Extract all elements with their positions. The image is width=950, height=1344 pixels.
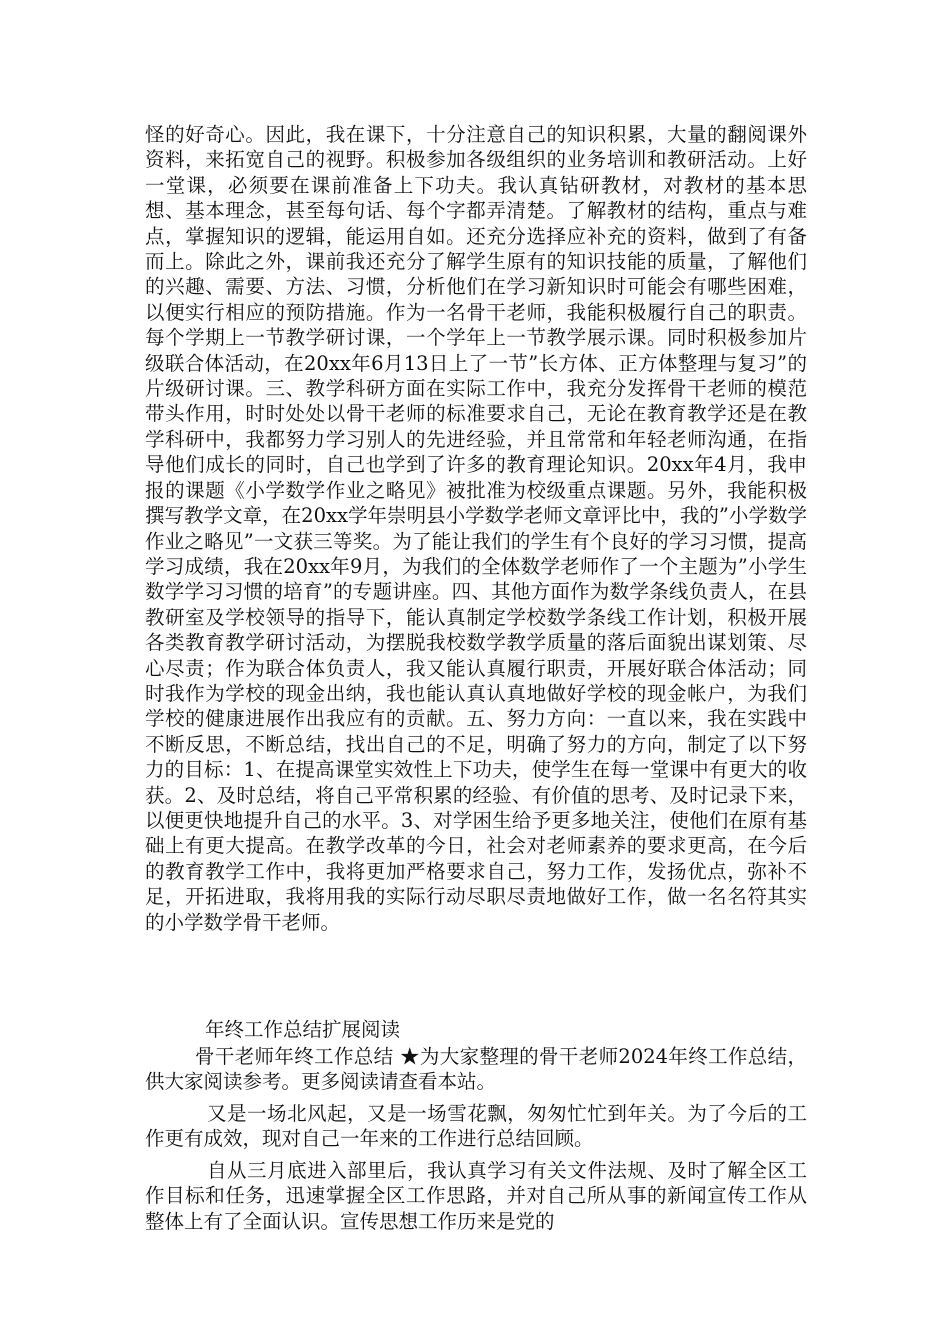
body-paragraph-2: 自从三月底进入部里后，我认真学习有关文件法规、及时了解全区工作目标和任务，迅速掌握全区工作思路，并对自己所从事的新闻宣传工作从整体上有了全面认识。宣传思想工作历来是党的 bbox=[145, 1159, 807, 1233]
section-heading: 年终工作总结扩展阅读 bbox=[205, 1018, 401, 1041]
body-paragraph-main: 怪的好奇心。因此，我在课下，十分注意自己的知识积累，大量的翻阅课外资料，来拓宽自己的视野。积极参加各级组织的业务培训和教研活动。上好一堂课，必须要在课前准备上下功夫。我认真钻研教材，对教材的基本思想、基本理念，甚至每句话、每个字都弄清楚。了解教材的结构，重点与难点，掌握知识的逻辑，能运用自如。还充分选择应补充的资料，做到了有备而上。除此之外，课前我还充分了解学生原有的知识技能的质量，了解他们的兴趣、需要、方法、习惯，分析他们在学习新知识时可能会有哪些困难，以便实行相应的预防措施。作为一名骨干老师，我能积极履行自己的职责。每个学期上一节教学研讨课，一个学年上一节教学展示课。同时积极参加片级联合体活动，在20xx年6月13日上了一节”长方体、正方体整理与复习”的片级研讨课。三、教学科研方面在实际工作中，我充分发挥骨干老师的模范带头作用，时时处处以骨干老师的标准要求自己，无论在教育教学还是在教学科研中，我都努力学习别人的先进经验，并且常常和年轻老师沟通，在指导他们成长的同时，自己也学到了许多的教育理论知识。20xx年4月，我申报的课题《小学数学作业之略见》被批准为校级重点课题。另外，我能积极撰写教学文章，在20xx学年崇明县小学数学老师文章评比中，我的”小学数学作业之略见”一文获三等奖。为了能让我们的学生有个良好的学习习惯，提高学习成绩，我在20xx年9月，为我们的全体数学老师作了一个主题为”小学生数学学习习惯的培育”的专题讲座。四、其他方面作为数学条线负责人，在县教研室及学校领导的指导下，能认真制定学校数学条线工作计划，积极开展各类教育教学研讨活动，为摆脱我校数学教学质量的落后面貌出谋划策、尽心尽责；作为联合体负责人，我又能认真履行职责，开展好联合体活动；同时我作为学校的现金出纳，我也能认真认真地做好学校的现金帐户，为我们学校的健康进展作出我应有的贡献。五、努力方向：一直以来，我在实践中不断反思，不断总结，找出自己的不足，明确了努力的方向，制定了以下努力的目标：1、在提高课堂实效性上下功夫，使学生在每一堂课中有更大的收获。2、及时总结，将自己平常积累的经验、有价值的思考、及时记录下来，以便更快地提升自己的水平。3、对学困生给予更多地关注，使他们在原有基础上有更大提高。在教学改革的今日，社会对老师素养的要求更高，在今后的教育教学工作中，我将更加严格要求自己，努力工作，发扬优点，弥补不足，开拓进取，我将用我的实际行动尽职尽责地做好工作，做一名名符其实的小学数学骨干老师。 bbox=[145, 123, 807, 934]
body-paragraph-1: 又是一场北风起，又是一场雪花飘，匆匆忙忙到年关。为了今后的工作更有成效，现对自己一年来的工作进行总结回顾。 bbox=[145, 1102, 807, 1151]
intro-paragraph: 骨干老师年终工作总结 ★为大家整理的骨干老师2024年终工作总结，供大家阅读参考。更多阅读请查看本站。 bbox=[145, 1045, 807, 1094]
